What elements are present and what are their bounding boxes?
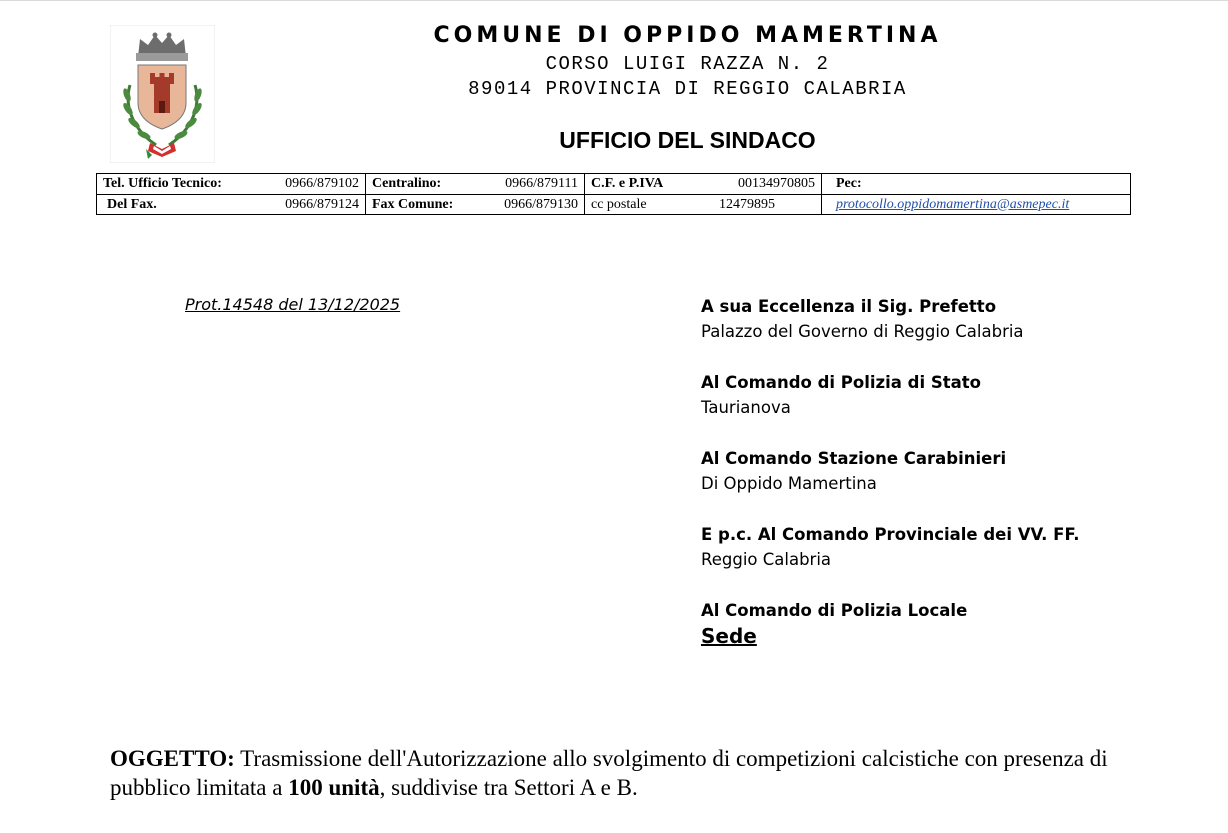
pec-label: Pec: (836, 176, 862, 191)
contact-cell-postal-account (585, 194, 822, 215)
municipal-coat-of-arms-icon (110, 25, 215, 163)
protocol-number: Prot.14548 del 13/12/2025 (185, 295, 401, 314)
recipient-item (701, 598, 1201, 649)
subject-text: Trasmissione dell'Autorizzazione allo svolgimento di competizioni calcistiche con presenza di pubblico limitata a (110, 746, 1108, 800)
contact-label: Tel. Ufficio Tecnico: (103, 176, 222, 191)
recipient-place: Reggio Calabria (701, 550, 832, 569)
contact-value: 0966/879130 (504, 196, 578, 212)
contact-value: 00134970805 (738, 176, 815, 191)
page-top-border (0, 0, 1228, 1)
recipient-place: Taurianova (701, 398, 791, 417)
contact-label: cc postale (591, 196, 647, 212)
recipient-name: Al Comando Stazione Carabinieri (701, 449, 1007, 468)
subject-label: OGGETTO: (110, 746, 235, 771)
contact-value: 0966/879102 (285, 176, 359, 191)
contact-cell-pec-address (822, 194, 1131, 215)
recipient-name: A sua Eccellenza il Sig. Prefetto (701, 297, 997, 316)
contact-cell-fax (97, 194, 366, 215)
contact-value: 0966/879124 (285, 196, 359, 212)
contact-cell-pec-label (822, 174, 1131, 195)
contact-value: 0966/879111 (505, 176, 578, 191)
subject-text-end: , suddivise tra Settori A e B. (379, 775, 638, 800)
subject-paragraph (110, 744, 1110, 802)
contact-label: Del Fax. (107, 196, 157, 212)
pec-email-link[interactable]: protocollo.oppidomamertina@asmepec.it (836, 196, 1070, 212)
contact-label: C.F. e P.IVA (591, 176, 664, 191)
recipient-place: Sede (701, 624, 757, 648)
contacts-row (97, 194, 1131, 215)
office-title: UFFICIO DEL SINDACO (559, 127, 816, 153)
contact-cell-municipal-fax (366, 194, 585, 215)
recipient-place: Di Oppido Mamertina (701, 474, 877, 493)
recipients-block (701, 294, 1201, 675)
contact-label: Fax Comune: (372, 196, 454, 212)
recipient-name: Al Comando di Polizia di Stato (701, 373, 982, 392)
contacts-row (97, 174, 1131, 195)
address-street: CORSO LUIGI RAZZA N. 2 (545, 53, 830, 75)
recipient-item (701, 294, 1201, 344)
contact-cell-tax-code (585, 174, 822, 195)
contact-cell-technical-office (97, 174, 366, 195)
contact-label: Centralino: (372, 176, 442, 191)
recipient-place: Palazzo del Governo di Reggio Calabria (701, 322, 1024, 341)
subject-highlight: 100 unità (288, 775, 380, 800)
municipality-name: COMUNE DI OPPIDO MAMERTINA (433, 23, 942, 48)
recipient-item (701, 522, 1201, 572)
contacts-table (96, 173, 1131, 215)
recipient-item (701, 446, 1201, 496)
address-city: 89014 PROVINCIA DI REGGIO CALABRIA (468, 78, 907, 100)
recipient-name: E p.c. Al Comando Provinciale dei VV. FF. (701, 525, 1080, 544)
recipient-item (701, 370, 1201, 420)
contact-cell-switchboard (366, 174, 585, 195)
contact-value: 12479895 (719, 196, 775, 212)
recipient-name: Al Comando di Polizia Locale (701, 601, 968, 620)
